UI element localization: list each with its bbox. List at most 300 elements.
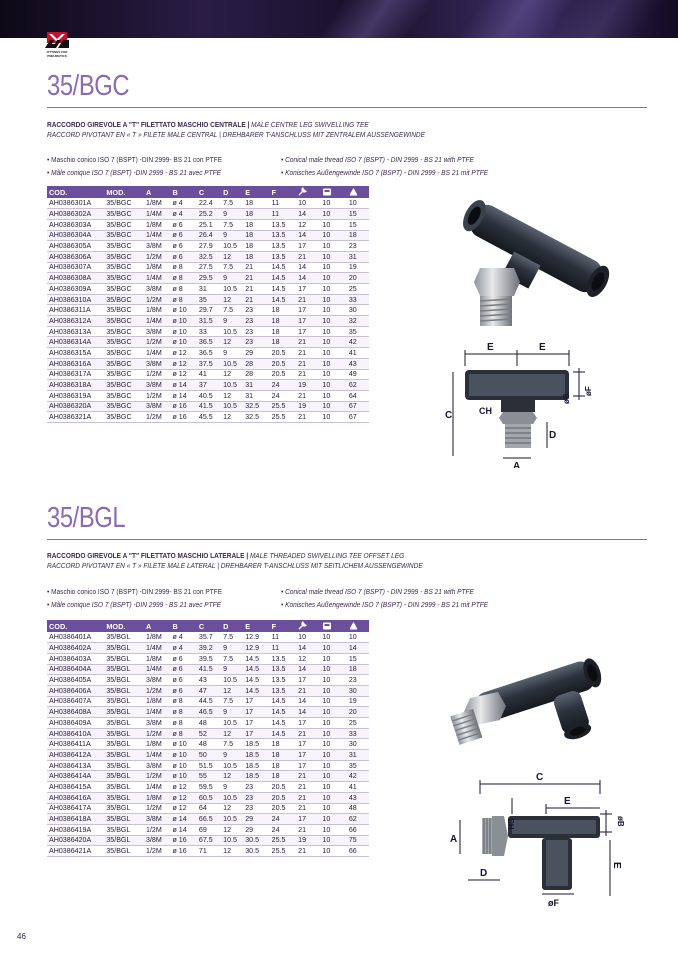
table-cell: 25.5 — [270, 401, 296, 412]
table-cell: 35/BGL — [104, 782, 144, 793]
dim-label-e2: E — [611, 862, 622, 869]
table-cell: 13.5 — [270, 675, 296, 686]
table-cell: 35/BGC — [104, 230, 144, 241]
column-header: F — [270, 620, 296, 632]
table-row — [47, 262, 369, 273]
column-header-wrench-icon — [296, 186, 320, 198]
table-cell: 21 — [296, 792, 320, 803]
table-cell: 10 — [347, 198, 369, 209]
desc-line1-italic: MALE CENTRE LEG SWIVELLING TEE — [251, 120, 369, 129]
table-cell: 35/BGL — [104, 739, 144, 750]
spec-table-bgl — [47, 620, 369, 857]
table-cell: 10 — [320, 316, 346, 327]
dim-label-c: C — [445, 410, 453, 421]
table-cell: 18 — [270, 305, 296, 316]
column-header: MOD. — [104, 186, 144, 198]
table-cell: 19 — [296, 835, 320, 846]
table-row — [47, 664, 369, 675]
table-cell: 12.9 — [243, 643, 269, 654]
table-cell: 14.5 — [270, 284, 296, 295]
table-cell: 10.5 — [221, 675, 243, 686]
column-header: D — [221, 186, 243, 198]
table-cell: 15 — [347, 219, 369, 230]
table-cell: 21 — [243, 284, 269, 295]
table-cell: ø 12 — [170, 348, 196, 359]
table-cell: 75 — [347, 835, 369, 846]
table-row — [47, 198, 369, 209]
desc-line1-bold: RACCORDO GIREVOLE A "T" FILETTATO MASCHIO LATERALE | — [47, 551, 250, 560]
table-cell: ø 10 — [170, 739, 196, 750]
table-cell: 10 — [320, 209, 346, 220]
column-header-package-icon — [347, 620, 369, 632]
table-cell: 66.5 — [197, 814, 221, 825]
table-cell: 20 — [347, 273, 369, 284]
bullet-item: • Konisches Außengewinde ISO 7 (BSPT) - DIN 2999 - BS 21 mit PTFE — [281, 600, 489, 609]
column-header: D — [221, 620, 243, 632]
column-header: MOD. — [104, 620, 144, 632]
column-header: COD. — [47, 186, 104, 198]
product-code-cell: AH0386319A — [47, 390, 104, 401]
title-divider — [47, 539, 647, 540]
table-cell: 13.5 — [270, 241, 296, 252]
table-cell: 35/BGL — [104, 685, 144, 696]
table-cell: 12 — [296, 219, 320, 230]
table-cell: 17 — [243, 707, 269, 718]
table-cell: 11 — [270, 632, 296, 643]
table-cell: 35/BGL — [104, 653, 144, 664]
table-row — [47, 273, 369, 284]
table-cell: 10 — [320, 251, 346, 262]
table-cell: 14 — [296, 643, 320, 654]
table-row — [47, 782, 369, 793]
table-cell: 10 — [320, 305, 346, 316]
table-cell: 3/8M — [144, 380, 170, 391]
desc-line2-italic: RACCORD PIVOTANT EN « T » FILETE MALE LATERAL | DREHBARER T-ANSCHLUSS MIT SEITLICHEM AUSSENGEWINDE — [47, 561, 423, 570]
column-header: F — [270, 186, 296, 198]
table-cell: 21 — [296, 348, 320, 359]
table-cell: 35/BGL — [104, 760, 144, 771]
table-cell: ø 4 — [170, 632, 196, 643]
product-code-cell: AH0386303A — [47, 219, 104, 230]
table-cell: 10.5 — [221, 284, 243, 295]
table-cell: 9 — [221, 273, 243, 284]
table-cell: 23 — [243, 316, 269, 327]
table-cell: 10 — [320, 401, 346, 412]
table-cell: 13.5 — [270, 653, 296, 664]
table-cell: 21 — [296, 728, 320, 739]
table-row — [47, 750, 369, 761]
table-cell: ø 8 — [170, 696, 196, 707]
table-cell: 3/8M — [144, 401, 170, 412]
table-cell: ø 14 — [170, 824, 196, 835]
table-cell: 10.5 — [221, 380, 243, 391]
table-cell: 21 — [296, 358, 320, 369]
table-cell: 23 — [243, 782, 269, 793]
table-cell: 43 — [347, 792, 369, 803]
section-title-bgc: 35/BGC — [47, 70, 130, 102]
table-row — [47, 803, 369, 814]
table-cell: 18 — [243, 209, 269, 220]
table-cell: 23 — [243, 305, 269, 316]
table-cell: ø 6 — [170, 219, 196, 230]
table-row — [47, 316, 369, 327]
table-cell: 21 — [296, 846, 320, 857]
table-cell: 18 — [270, 750, 296, 761]
table-cell: 10 — [320, 835, 346, 846]
table-cell: 71 — [197, 846, 221, 857]
table-cell: 18 — [270, 760, 296, 771]
table-cell: 10.5 — [221, 401, 243, 412]
table-cell: 1/8M — [144, 632, 170, 643]
table-cell: 17 — [243, 718, 269, 729]
table-row — [47, 696, 369, 707]
table-cell: 9 — [221, 750, 243, 761]
table-cell: ø 6 — [170, 685, 196, 696]
table-cell: 14.5 — [243, 664, 269, 675]
bullet-item: • Conical male thread ISO 7 (BSPT) - DIN 2999 - BS 21 with PTFE — [281, 587, 474, 596]
section-description-bgc — [47, 120, 425, 140]
table-cell: 10 — [320, 273, 346, 284]
table-cell: 35/BGC — [104, 273, 144, 284]
column-header-scale-icon — [320, 620, 346, 632]
table-cell: ø 12 — [170, 803, 196, 814]
dim-label-e: E — [539, 342, 546, 353]
product-code-cell: AH0386412A — [47, 750, 104, 761]
table-cell: 1/4M — [144, 230, 170, 241]
table-cell: 32.5 — [243, 401, 269, 412]
table-cell: 25.1 — [197, 219, 221, 230]
table-cell: 10 — [320, 369, 346, 380]
table-cell: 14 — [296, 273, 320, 284]
table-cell: 14.5 — [270, 718, 296, 729]
table-cell: 62 — [347, 380, 369, 391]
product-code-cell: AH0386317A — [47, 369, 104, 380]
table-cell: 59.5 — [197, 782, 221, 793]
table-cell: 1/2M — [144, 251, 170, 262]
table-cell: 66 — [347, 824, 369, 835]
table-cell: 35/BGL — [104, 835, 144, 846]
table-cell: 31 — [347, 251, 369, 262]
table-row — [47, 209, 369, 220]
table-cell: 18.5 — [243, 750, 269, 761]
table-cell: 23 — [243, 326, 269, 337]
table-cell: 21 — [296, 824, 320, 835]
table-cell: 11 — [270, 209, 296, 220]
table-cell: 31 — [243, 390, 269, 401]
table-cell: 1/2M — [144, 390, 170, 401]
table-cell: 67.5 — [197, 835, 221, 846]
table-cell: 7.5 — [221, 696, 243, 707]
table-cell: ø 16 — [170, 412, 196, 423]
product-code-cell: AH0386318A — [47, 380, 104, 391]
product-code-cell: AH0386421A — [47, 846, 104, 857]
table-cell: 30 — [347, 305, 369, 316]
table-cell: 62 — [347, 814, 369, 825]
table-cell: ø 6 — [170, 230, 196, 241]
table-cell: 41.5 — [197, 664, 221, 675]
table-cell: 1/2M — [144, 846, 170, 857]
desc-line1-bold: RACCORDO GIREVOLE A "T" FILETTATO MASCHIO CENTRALE | — [47, 120, 252, 129]
table-row — [47, 326, 369, 337]
table-cell: 7.5 — [221, 653, 243, 664]
dim-label-b: øB — [616, 816, 625, 827]
table-row — [47, 380, 369, 391]
column-header: E — [243, 186, 269, 198]
table-cell: 12 — [296, 653, 320, 664]
table-cell: 14.5 — [270, 707, 296, 718]
table-cell: 1/4M — [144, 664, 170, 675]
table-cell: 13.5 — [270, 230, 296, 241]
table-cell: 10 — [320, 707, 346, 718]
table-cell: 41 — [347, 348, 369, 359]
table-cell: ø 12 — [170, 782, 196, 793]
table-cell: 10 — [320, 718, 346, 729]
table-cell: 1/4M — [144, 782, 170, 793]
table-cell: 21 — [296, 803, 320, 814]
table-cell: 14.5 — [243, 685, 269, 696]
product-code-cell: AH0386404A — [47, 664, 104, 675]
table-cell: 35/BGL — [104, 792, 144, 803]
column-header: B — [170, 620, 196, 632]
table-cell: 35/BGL — [104, 771, 144, 782]
product-code-cell: AH0386402A — [47, 643, 104, 654]
table-cell: 69 — [197, 824, 221, 835]
table-cell: 43 — [347, 358, 369, 369]
product-code-cell: AH0386306A — [47, 251, 104, 262]
table-row — [47, 653, 369, 664]
table-cell: 9 — [221, 664, 243, 675]
table-cell: 35/BGL — [104, 632, 144, 643]
table-cell: ø 6 — [170, 675, 196, 686]
table-row — [47, 739, 369, 750]
table-cell: 25.2 — [197, 209, 221, 220]
bullet-item: • Maschio conico ISO 7 (BSPT) -DIN 2999- BS 21 con PTFE — [47, 155, 223, 164]
table-cell: 14 — [296, 696, 320, 707]
table-cell: 23 — [243, 803, 269, 814]
table-cell: 36.5 — [197, 348, 221, 359]
table-cell: 27.9 — [197, 241, 221, 252]
table-cell: 21 — [243, 262, 269, 273]
table-cell: ø 10 — [170, 337, 196, 348]
dim-label-ch: CH — [506, 818, 515, 830]
table-cell: 10.5 — [221, 760, 243, 771]
table-cell: 1/2M — [144, 728, 170, 739]
table-cell: 18 — [270, 739, 296, 750]
table-cell: 26.4 — [197, 230, 221, 241]
table-row — [47, 358, 369, 369]
table-cell: 29 — [243, 348, 269, 359]
table-cell: 35/BGL — [104, 675, 144, 686]
bullet-item: • Mâle conique ISO 7 (BSPT) -DIN 2999 - BS 21 avec PTFE — [47, 600, 221, 609]
wrench-icon — [298, 621, 307, 632]
table-cell: ø 10 — [170, 316, 196, 327]
table-cell: ø 6 — [170, 653, 196, 664]
table-cell: 17 — [296, 675, 320, 686]
table-cell: 10 — [320, 348, 346, 359]
table-cell: 35/BGC — [104, 369, 144, 380]
column-header: C — [197, 186, 221, 198]
product-code-cell: AH0386320A — [47, 401, 104, 412]
product-photo-bgc — [440, 190, 620, 330]
table-cell: 19 — [347, 262, 369, 273]
table-cell: 3/8M — [144, 241, 170, 252]
product-code-cell: AH0386304A — [47, 230, 104, 241]
table-cell: ø 8 — [170, 273, 196, 284]
table-cell: ø 4 — [170, 209, 196, 220]
table-cell: 35/BGC — [104, 401, 144, 412]
table-cell: 10 — [296, 632, 320, 643]
table-row — [47, 219, 369, 230]
table-cell: 21 — [296, 412, 320, 423]
table-cell: 10.5 — [221, 814, 243, 825]
table-cell: 18.5 — [243, 739, 269, 750]
table-cell: 19 — [347, 696, 369, 707]
dim-label-b: øB — [562, 393, 571, 404]
table-cell: ø 16 — [170, 835, 196, 846]
table-cell: 9 — [221, 348, 243, 359]
table-cell: 43 — [197, 675, 221, 686]
bullet-item: • Conical male thread ISO 7 (BSPT) - DIN 2999 - BS 21 with PTFE — [281, 155, 474, 164]
table-cell: 3/8M — [144, 718, 170, 729]
table-cell: 20 — [347, 707, 369, 718]
desc-line2-italic: RACCORD PIVOTANT EN « T » FILETE MALE CENTRAL | DREHBARER T-ANSCHLUSS MIT ZENTRALEM AUSSENGEWINDE — [47, 130, 425, 139]
table-cell: 35/BGL — [104, 803, 144, 814]
product-code-cell: AH0386308A — [47, 273, 104, 284]
product-code-cell: AH0386415A — [47, 782, 104, 793]
table-cell: 35/BGC — [104, 219, 144, 230]
product-photo-bgl — [448, 640, 618, 770]
table-cell: 17 — [243, 696, 269, 707]
table-cell: 10 — [320, 771, 346, 782]
table-cell: 18 — [270, 771, 296, 782]
table-cell: 13.5 — [270, 219, 296, 230]
table-cell: 44.5 — [197, 696, 221, 707]
table-row — [47, 337, 369, 348]
dim-label-d: D — [549, 430, 557, 441]
table-cell: 35/BGC — [104, 284, 144, 295]
table-cell: 18.5 — [243, 771, 269, 782]
table-cell: 10 — [320, 782, 346, 793]
table-cell: 12 — [221, 685, 243, 696]
table-cell: 50 — [197, 750, 221, 761]
table-cell: 21 — [296, 369, 320, 380]
table-cell: 20.5 — [270, 358, 296, 369]
table-cell: 41 — [197, 369, 221, 380]
table-row — [47, 305, 369, 316]
product-code-cell: AH0386403A — [47, 653, 104, 664]
table-cell: 18 — [243, 198, 269, 209]
table-cell: 66 — [347, 846, 369, 857]
table-cell: 33 — [347, 294, 369, 305]
product-code-cell: AH0386313A — [47, 326, 104, 337]
table-row — [47, 846, 369, 857]
table-cell: 10 — [320, 760, 346, 771]
table-cell: 20.5 — [270, 803, 296, 814]
table-cell: 22.4 — [197, 198, 221, 209]
table-cell: 35/BGC — [104, 316, 144, 327]
table-row — [47, 685, 369, 696]
table-cell: 32.5 — [197, 251, 221, 262]
table-cell: 41 — [347, 782, 369, 793]
table-cell: 1/4M — [144, 273, 170, 284]
table-cell: 1/8M — [144, 305, 170, 316]
section-description-bgl — [47, 551, 423, 571]
table-row — [47, 728, 369, 739]
table-header-row — [47, 620, 369, 632]
table-cell: 9 — [221, 643, 243, 654]
table-cell: 35/BGC — [104, 198, 144, 209]
table-cell: 35/BGL — [104, 846, 144, 857]
table-cell: 9 — [221, 707, 243, 718]
table-cell: ø 8 — [170, 728, 196, 739]
product-code-cell: AH0386410A — [47, 728, 104, 739]
table-cell: ø 12 — [170, 358, 196, 369]
table-cell: 10.5 — [221, 718, 243, 729]
table-cell: 18 — [243, 241, 269, 252]
table-cell: 14 — [296, 209, 320, 220]
table-cell: 10 — [320, 728, 346, 739]
table-cell: 10 — [320, 262, 346, 273]
table-cell: 37.5 — [197, 358, 221, 369]
table-cell: 10 — [320, 824, 346, 835]
table-cell: 35/BGC — [104, 380, 144, 391]
table-cell: 15 — [347, 209, 369, 220]
table-cell: 35 — [347, 326, 369, 337]
table-cell: ø 8 — [170, 294, 196, 305]
column-header: C — [197, 620, 221, 632]
table-cell: 14.5 — [270, 262, 296, 273]
product-code-cell: AH0386401A — [47, 632, 104, 643]
bullet-item: • Konisches Außengewinde ISO 7 (BSPT) - DIN 2999 - BS 21 mit PTFE — [281, 168, 489, 177]
table-cell: 3/8M — [144, 760, 170, 771]
table-cell: 12 — [221, 846, 243, 857]
table-cell: 29 — [243, 814, 269, 825]
table-cell: ø 14 — [170, 814, 196, 825]
table-cell: 14.5 — [270, 728, 296, 739]
table-cell: 25.5 — [270, 412, 296, 423]
product-code-cell: AH0386405A — [47, 675, 104, 686]
product-code-cell: AH0386312A — [47, 316, 104, 327]
table-row — [47, 643, 369, 654]
wrench-icon — [298, 187, 307, 198]
table-cell: 21 — [296, 782, 320, 793]
table-cell: 14.5 — [270, 273, 296, 284]
table-cell: 13.5 — [270, 251, 296, 262]
table-cell: 10 — [320, 739, 346, 750]
table-cell: 17 — [296, 750, 320, 761]
table-cell: 12 — [221, 728, 243, 739]
table-cell: 24 — [270, 390, 296, 401]
table-cell: 23 — [243, 792, 269, 803]
table-cell: 18 — [243, 230, 269, 241]
table-cell: 1/8M — [144, 219, 170, 230]
table-row — [47, 241, 369, 252]
table-cell: 10 — [296, 198, 320, 209]
technical-drawing-bgc — [445, 338, 595, 468]
table-cell: ø 16 — [170, 401, 196, 412]
table-row — [47, 284, 369, 295]
table-cell: 35/BGC — [104, 251, 144, 262]
table-cell: 14 — [296, 230, 320, 241]
table-cell: 35 — [197, 294, 221, 305]
table-cell: 29.5 — [197, 273, 221, 284]
package-icon — [349, 187, 358, 198]
table-cell: 1/8M — [144, 262, 170, 273]
table-cell: 3/8M — [144, 284, 170, 295]
table-header-row — [47, 186, 369, 198]
table-cell: 21 — [296, 685, 320, 696]
table-cell: 35/BGL — [104, 824, 144, 835]
